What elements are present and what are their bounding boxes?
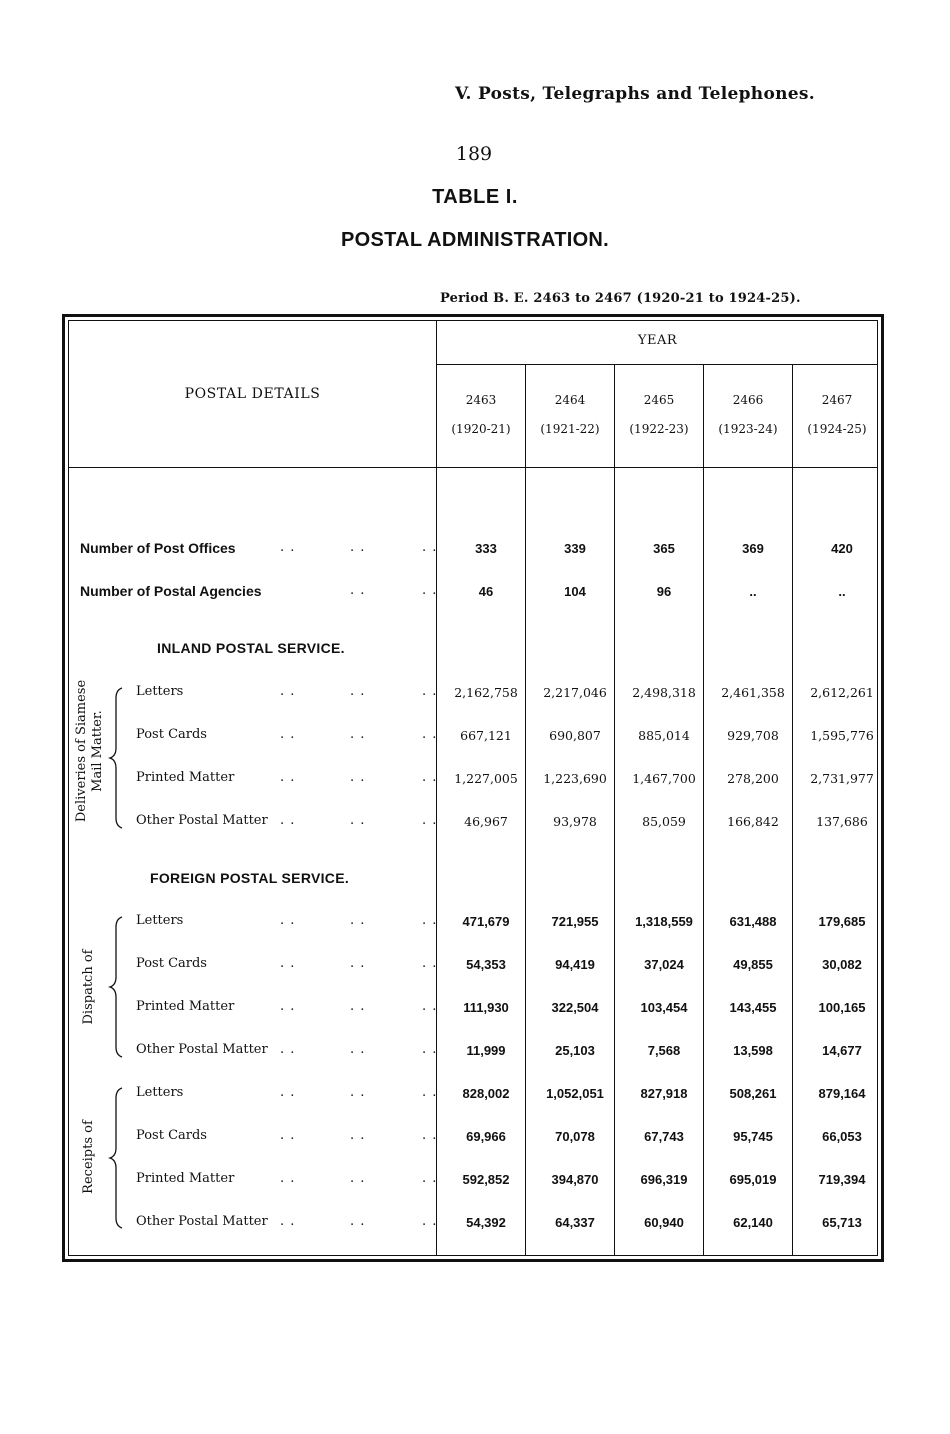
cell: 879,164 <box>818 1086 866 1101</box>
cell: 46,967 <box>464 814 508 829</box>
leader-dots: . . <box>422 813 438 828</box>
cell: .. <box>838 584 846 599</box>
cell: 471,679 <box>462 914 510 929</box>
foreign-section-title: FOREIGN POSTAL SERVICE. <box>150 870 350 886</box>
receipts-group-label: Receipts of <box>81 1120 96 1194</box>
cell: 369 <box>742 541 764 556</box>
leader-dots: . . <box>350 1171 366 1186</box>
cell: 1,227,005 <box>454 771 518 786</box>
leader-dots: . . <box>350 956 366 971</box>
leader-dots: . . <box>280 913 296 928</box>
row-label: Letters <box>136 1085 184 1100</box>
leader-dots: . . <box>350 684 366 699</box>
cell: 166,842 <box>727 814 779 829</box>
leader-dots: . . <box>350 1128 366 1143</box>
year-col-2: 2464 (1921-22) <box>540 393 600 436</box>
inland-brace-icon <box>108 686 126 830</box>
year-header: YEAR <box>637 333 678 348</box>
row-label: Number of Postal Agencies <box>80 583 262 599</box>
row-label: Printed Matter <box>136 770 235 785</box>
cell: 2,498,318 <box>632 685 696 700</box>
cell: 143,455 <box>729 1000 777 1015</box>
cell: 49,855 <box>733 957 773 972</box>
leader-dots: . . <box>280 540 296 555</box>
cell: 721,955 <box>551 914 599 929</box>
table-number: TABLE I. <box>432 186 518 208</box>
leader-dots: . . <box>280 727 296 742</box>
dispatch-brace-icon <box>108 915 126 1059</box>
table-name: POSTAL ADMINISTRATION. <box>340 229 610 251</box>
leader-dots: . . <box>422 1042 438 1057</box>
col-divider-2 <box>614 365 615 1255</box>
leader-dots: . . <box>422 1214 438 1229</box>
cell: 2,217,046 <box>543 685 607 700</box>
col-divider-4 <box>792 365 793 1255</box>
cell: 95,745 <box>733 1129 773 1144</box>
cell: 14,677 <box>822 1043 862 1058</box>
cell: 65,713 <box>822 1215 862 1230</box>
inland-section-title: INLAND POSTAL SERVICE. <box>157 640 345 656</box>
leader-dots: . . <box>422 1128 438 1143</box>
leader-dots: . . <box>350 727 366 742</box>
leader-dots: . . <box>280 1085 296 1100</box>
details-divider <box>436 321 437 1255</box>
cell: .. <box>749 584 757 599</box>
row-label: Letters <box>136 684 184 699</box>
row-label: Letters <box>136 913 184 928</box>
leader-dots: . . <box>422 540 438 555</box>
cell: 1,595,776 <box>810 728 874 743</box>
cell: 1,467,700 <box>632 771 696 786</box>
cell: 365 <box>653 541 675 556</box>
leader-dots: . . <box>350 999 366 1014</box>
leader-dots: . . <box>280 684 296 699</box>
cell: 100,165 <box>818 1000 866 1015</box>
cell: 278,200 <box>727 771 779 786</box>
cell: 667,121 <box>460 728 512 743</box>
row-label: Post Cards <box>136 727 207 742</box>
row-label: Printed Matter <box>136 1171 235 1186</box>
cell: 25,103 <box>555 1043 595 1058</box>
leader-dots: . . <box>422 956 438 971</box>
col-divider-1 <box>525 365 526 1255</box>
leader-dots: . . <box>422 727 438 742</box>
section-title: V. Posts, Telegraphs and Telephones. <box>455 84 815 104</box>
inland-group-label: Deliveries of Siamese Mail Matter. <box>74 679 105 823</box>
cell: 64,337 <box>555 1215 595 1230</box>
cell: 103,454 <box>640 1000 688 1015</box>
leader-dots: . . <box>280 770 296 785</box>
row-label: Number of Post Offices <box>80 540 236 556</box>
cell: 94,419 <box>555 957 595 972</box>
postal-details-header: POSTAL DETAILS <box>184 386 321 402</box>
leader-dots: . . <box>350 540 366 555</box>
year-col-1: 2463 (1920-21) <box>451 393 511 436</box>
cell: 2,731,977 <box>810 771 874 786</box>
cell: 695,019 <box>729 1172 777 1187</box>
row-label: Post Cards <box>136 1128 207 1143</box>
leader-dots: . . <box>422 1085 438 1100</box>
row-label: Other Postal Matter <box>136 1042 268 1057</box>
leader-dots: . . <box>422 913 438 928</box>
cell: 69,966 <box>466 1129 506 1144</box>
cell: 30,082 <box>822 957 862 972</box>
cell: 420 <box>831 541 853 556</box>
cell: 96 <box>656 584 672 599</box>
cell: 70,078 <box>555 1129 595 1144</box>
receipts-brace-icon <box>108 1086 126 1230</box>
leader-dots: . . <box>350 1042 366 1057</box>
cell: 1,318,559 <box>635 914 693 929</box>
leader-dots: . . <box>422 999 438 1014</box>
cell: 93,978 <box>553 814 597 829</box>
leader-dots: . . <box>280 1042 296 1057</box>
row-label: Printed Matter <box>136 999 235 1014</box>
cell: 339 <box>564 541 586 556</box>
leader-dots: . . <box>350 1214 366 1229</box>
cell: 333 <box>475 541 497 556</box>
cell: 929,708 <box>727 728 779 743</box>
cell: 11,999 <box>466 1043 506 1058</box>
leader-dots: . . <box>422 583 438 598</box>
year-col-4: 2466 (1923-24) <box>718 393 778 436</box>
leader-dots: . . <box>422 1171 438 1186</box>
leader-dots: . . <box>280 956 296 971</box>
cell: 1,223,690 <box>543 771 607 786</box>
year-col-5: 2467 (1924-25) <box>807 393 867 436</box>
cell: 137,686 <box>816 814 868 829</box>
cell: 885,014 <box>638 728 690 743</box>
leader-dots: . . <box>422 770 438 785</box>
cell: 2,162,758 <box>454 685 518 700</box>
row-label: Other Postal Matter <box>136 1214 268 1229</box>
cell: 827,918 <box>640 1086 688 1101</box>
cell: 719,394 <box>818 1172 866 1187</box>
cell: 111,930 <box>463 1000 509 1015</box>
cell: 104 <box>564 584 586 599</box>
cell: 67,743 <box>644 1129 684 1144</box>
leader-dots: . . <box>280 999 296 1014</box>
page-number: 189 <box>455 143 493 165</box>
leader-dots: . . <box>350 1085 366 1100</box>
period-caption: Period B. E. 2463 to 2467 (1920-21 to 1924-25). <box>440 291 801 306</box>
cell: 85,059 <box>642 814 686 829</box>
cell: 2,612,261 <box>810 685 874 700</box>
cell: 54,392 <box>466 1215 506 1230</box>
cell: 394,870 <box>551 1172 599 1187</box>
header-bottom-rule <box>69 467 878 468</box>
table-frame-inner <box>68 320 878 1256</box>
col-divider-3 <box>703 365 704 1255</box>
leader-dots: . . <box>350 813 366 828</box>
cell: 690,807 <box>549 728 601 743</box>
cell: 631,488 <box>729 914 777 929</box>
cell: 62,140 <box>733 1215 773 1230</box>
cell: 1,052,051 <box>546 1086 604 1101</box>
cell: 13,598 <box>733 1043 773 1058</box>
cell: 828,002 <box>462 1086 510 1101</box>
cell: 508,261 <box>729 1086 777 1101</box>
cell: 46 <box>478 584 494 599</box>
leader-dots: . . <box>350 770 366 785</box>
cell: 2,461,358 <box>721 685 785 700</box>
cell: 66,053 <box>822 1129 862 1144</box>
row-label: Post Cards <box>136 956 207 971</box>
cell: 54,353 <box>466 957 506 972</box>
leader-dots: . . <box>422 684 438 699</box>
row-label: Other Postal Matter <box>136 813 268 828</box>
leader-dots: . . <box>350 913 366 928</box>
cell: 179,685 <box>818 914 866 929</box>
dispatch-group-label: Dispatch of <box>81 949 96 1025</box>
cell: 37,024 <box>644 957 684 972</box>
cell: 696,319 <box>640 1172 688 1187</box>
leader-dots: . . <box>280 813 296 828</box>
year-col-3: 2465 (1922-23) <box>629 393 689 436</box>
leader-dots: . . <box>350 583 366 598</box>
leader-dots: . . <box>280 1128 296 1143</box>
cell: 592,852 <box>462 1172 510 1187</box>
leader-dots: . . <box>280 1214 296 1229</box>
cell: 7,568 <box>647 1043 681 1058</box>
cell: 60,940 <box>644 1215 684 1230</box>
cell: 322,504 <box>551 1000 599 1015</box>
leader-dots: . . <box>280 1171 296 1186</box>
year-header-rule <box>437 364 878 365</box>
